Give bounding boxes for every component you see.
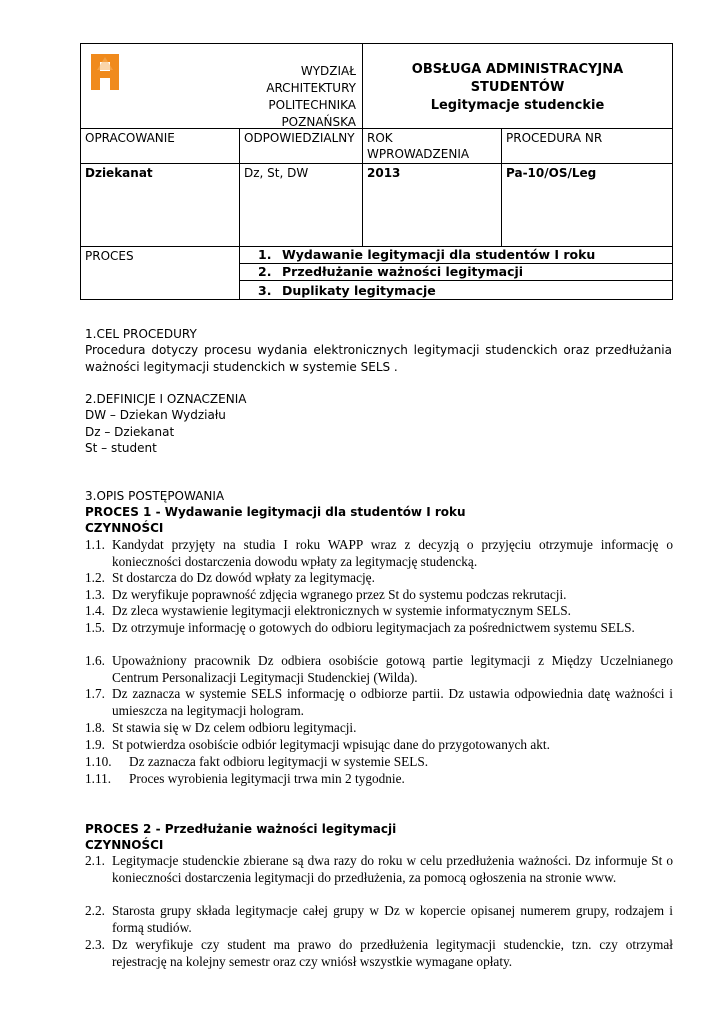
faculty-line: WYDZIAŁ (300, 64, 356, 78)
item-number: 1.6. (85, 653, 105, 668)
item-text: Dz zleca wystawienie legitymacji elektronicznych w systemie informatycznym SELS. (112, 603, 571, 618)
czynnosci-heading: CZYNNOŚCI (85, 838, 164, 852)
faculty-name (266, 63, 356, 131)
item-number: 1.5. (85, 620, 105, 635)
label-odpowiedzialny: ODPOWIEDZIALNY (240, 129, 363, 164)
process-item (240, 264, 672, 281)
item-number: 2.3. (85, 937, 105, 952)
list-item (85, 653, 673, 686)
label-proces: PROCES (81, 247, 240, 300)
list-item (85, 603, 673, 620)
list-item (85, 720, 673, 737)
faculty-cell (81, 44, 363, 129)
definition-item: St – student (85, 441, 157, 455)
process-number: 1. (258, 247, 272, 262)
process-text: Przedłużanie ważności legitymacji (282, 264, 524, 279)
faculty-logo (91, 54, 119, 90)
process-number: 3. (258, 283, 272, 298)
item-text: Dz weryfikuje poprawność zdjęcia wgranego przez St do systemu podczas rekrutacji. (112, 587, 567, 602)
item-text: Upoważniony pracownik Dz odbiera osobiście gotową partie legitymacji z Między Uczelnianego Centrum Personalizacji Legitymacji Studenckiej (Wilda). (112, 653, 673, 685)
process-item (240, 281, 672, 299)
item-text: Proces wyrobienia legitymacji trwa min 2 tygodnie. (129, 771, 405, 786)
list-item (85, 737, 673, 754)
item-number: 2.2. (85, 903, 105, 918)
process-text: Wydawanie legitymacji dla studentów I roku (282, 247, 596, 262)
section1-text: Procedura dotyczy procesu wydania elektronicznych legitymacji studenckich oraz przedłużania ważności legitymacji studenckich w systemie SELS . (85, 343, 672, 374)
item-number: 1.3. (85, 587, 105, 602)
definition-item: Dz – Dziekanat (85, 425, 175, 439)
value-rok: 2013 (363, 164, 502, 247)
item-text: Dz zaznacza w systemie SELS informację o odbiorze partii. Dz ustawia odpowiednia datę ważności i umieszcza na legitymacji hologram. (112, 686, 673, 718)
process-item (240, 247, 672, 264)
item-text: Legitymacje studenckie zbierane są dwa razy do roku w celu przedłużenia ważności. Dz informuje St o konieczności dostarczenia legitymacji do przedłużenia, za pomocą ogłoszenia na stronie www. (112, 853, 673, 885)
process-list (240, 247, 673, 300)
label-procedura: PROCEDURA NR (502, 129, 673, 164)
item-text: Dz weryfikuje czy student ma prawo do przedłużenia legitymacji studenckie, tzn. czy otrzymał rejestrację na kolejny semestr oraz czy wniósł wszystkie wymagane opłaty. (112, 937, 673, 969)
item-text: St dostarcza do Dz dowód wpłaty za legitymację. (112, 570, 375, 585)
list-item (85, 570, 673, 587)
item-number: 1.2. (85, 570, 105, 585)
item-number: 2.1. (85, 853, 105, 868)
value-procedura: Pa-10/OS/Leg (502, 164, 673, 247)
list-item (85, 686, 673, 719)
list-item (85, 853, 673, 886)
list-item (85, 771, 673, 788)
item-text: St potwierdza osobiście odbiór legitymacji wpisując dane do przygotowanych akt. (112, 737, 550, 752)
item-number: 1.10. (85, 754, 112, 769)
definition-item: DW – Dziekan Wydziału (85, 408, 226, 422)
proces1-title: PROCES 1 - Wydawanie legitymacji dla studentów I roku (85, 505, 466, 519)
document-title-cell (363, 44, 673, 129)
label-rok: ROK WPROWADZENIA (363, 129, 502, 164)
faculty-line: POLITECHNIKA (268, 98, 356, 112)
item-number: 1.8. (85, 720, 105, 735)
value-odpowiedzialny: Dz, St, DW (240, 164, 363, 247)
item-text: Starosta grupy składa legitymacje całej grupy w Dz w kopercie opisanej numerem grupy, rodzajem i formą studiów. (112, 903, 673, 935)
process-text: Duplikaty legitymacje (282, 283, 436, 298)
section3-heading: 3.OPIS POSTĘPOWANIA (85, 489, 225, 503)
item-number: 1.11. (85, 771, 112, 786)
item-text: St stawia się w Dz celem odbioru legitymacji. (112, 720, 357, 735)
list-item (85, 620, 673, 637)
list-item (85, 587, 673, 604)
item-number: 1.4. (85, 603, 105, 618)
document-subtitle: Legitymacje studenckie (430, 98, 605, 113)
item-number: 1.7. (85, 686, 105, 701)
item-number: 1.9. (85, 737, 105, 752)
list-item (85, 537, 673, 570)
procedure-header-table (80, 43, 673, 300)
document-title: OBSŁUGA ADMINISTRACYJNA STUDENTÓW (411, 62, 624, 95)
process-number: 2. (258, 264, 272, 279)
list-item (85, 937, 673, 970)
list-item (85, 903, 673, 936)
faculty-line: ARCHITEKTURY (266, 81, 356, 95)
section1-heading: 1.CEL PROCEDURY (85, 327, 197, 341)
item-text: Kandydat przyjęty na studia I roku WAPP wraz z decyzją o przyjęciu otrzymuje informację o konieczności dostarczenia dowodu wpłaty za legitymację studencką. (112, 537, 673, 569)
faculty-line: POZNAŃSKA (281, 115, 356, 129)
item-number: 1.1. (85, 537, 105, 552)
item-text: Dz otrzymuje informację o gotowych do odbioru legitymacjach za pośrednictwem systemu SELS. (112, 620, 635, 635)
section2-heading: 2.DEFINICJE I OZNACZENIA (85, 392, 247, 406)
item-text: Dz zaznacza fakt odbioru legitymacji w systemie SELS. (129, 754, 429, 769)
label-opracowanie: OPRACOWANIE (81, 129, 240, 164)
czynnosci-heading: CZYNNOŚCI (85, 521, 164, 535)
list-item (85, 754, 673, 771)
value-opracowanie: Dziekanat (81, 164, 240, 247)
proces2-title: PROCES 2 - Przedłużanie ważności legitymacji (85, 822, 397, 836)
